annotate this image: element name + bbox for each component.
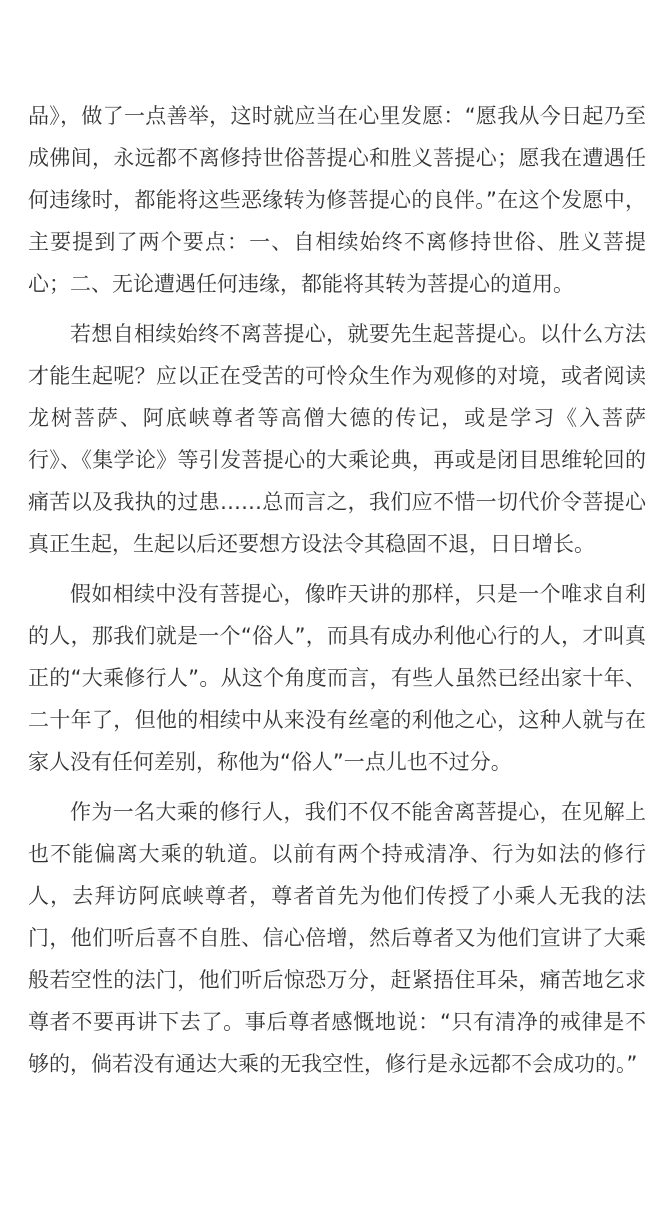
paragraph-continued: 品》，做了一点善举，这时就应当在心里发愿：“愿我从今日起乃至成佛间，永远都不离修持世俗菩提心和胜义菩提心；愿我在遭遇任何违缘时，都能将这些恶缘转为修菩提心的良伴。”在这个发愿中，主要提到了两个要点：一、自相续始终不离修持世俗、胜义菩提心；二、无论遭遇任何违缘，都能将其转为菩提心的道用。 (28, 104, 646, 296)
article-body (28, 95, 646, 1093)
paragraph: 作为一名大乘的修行人，我们不仅不能舍离菩提心，在见解上也不能偏离大乘的轨道。以前有两个持戒清净、行为如法的修行人，去拜访阿底峡尊者，尊者首先为他们传授了小乘人无我的法门，他们听后喜不自胜、信心倍增，然后尊者又为他们宣讲了大乘般若空性的法门，他们听后惊恐万分，赶紧捂住耳朵，痛苦地乞求尊者不要再讲下去了。事后尊者感慨地说：“只有清净的戒律是不够的，倘若没有通达大乘的无我空性，修行是永远都不会成功的。” (28, 800, 646, 1076)
paragraph: 若想自相续始终不离菩提心，就要先生起菩提心。以什么方法才能生起呢？应以正在受苦的可怜众生作为观修的对境，或者阅读龙树菩萨、阿底峡尊者等高僧大德的传记，或是学习《入菩萨行》、《集学论》等引发菩提心的大乘论典，再或是闭目思维轮回的痛苦以及我执的过患……总而言之，我们应不惜一切代价令菩提心真正生起，生起以后还要想方设法令其稳固不退，日日增长。 (28, 322, 646, 556)
paragraph: 假如相续中没有菩提心，像昨天讲的那样，只是一个唯求自利的人，那我们就是一个“俗人”，而具有成办利他心行的人，才叫真正的“大乘修行人”。从这个角度而言，有些人虽然已经出家十年、二十年了，但他的相续中从来没有丝毫的利他之心，这种人就与在家人没有任何差别，称他为“俗人”一点儿也不过分。 (28, 582, 646, 774)
